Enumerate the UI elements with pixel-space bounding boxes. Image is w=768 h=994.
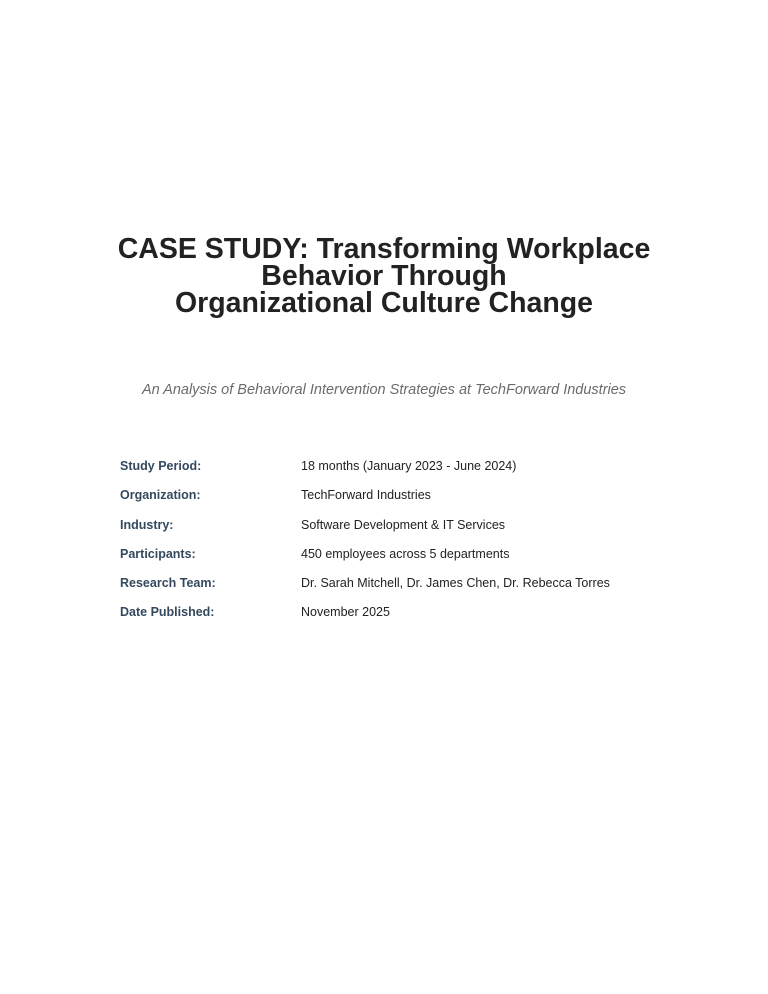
metadata-label: Date Published:: [120, 605, 215, 620]
metadata-row-study-period: [120, 458, 680, 487]
metadata-label: Industry:: [120, 517, 174, 532]
page-title: [0, 233, 768, 319]
subtitle: An Analysis of Behavioral Intervention Strategies at TechForward Industries: [141, 382, 627, 398]
title-line-1: CASE STUDY: Transforming Workplace: [117, 233, 651, 265]
metadata-row-industry: [120, 517, 680, 546]
metadata-value: November 2025: [301, 605, 390, 620]
metadata-value: Software Development & IT Services: [301, 517, 506, 532]
metadata-value: TechForward Industries: [301, 488, 431, 503]
metadata-value: 18 months (January 2023 - June 2024): [301, 459, 517, 473]
metadata-row-date-published: [120, 604, 680, 633]
metadata-value: Dr. Sarah Mitchell, Dr. James Chen, Dr. Rebecca Torres: [301, 576, 610, 591]
metadata-row-organization: [120, 487, 680, 516]
metadata-label: Research Team:: [120, 576, 216, 591]
metadata-row-participants: [120, 546, 680, 575]
metadata-value: 450 employees across 5 departments: [301, 546, 510, 561]
metadata-label: Participants:: [120, 546, 196, 561]
metadata-label: Organization:: [120, 488, 201, 503]
study-metadata-table: [120, 458, 680, 634]
title-line-3: Organizational Culture Change: [174, 287, 594, 319]
metadata-row-research-team: [120, 575, 680, 604]
metadata-label: Study Period:: [120, 459, 202, 473]
title-line-2: Behavior Through: [261, 260, 507, 292]
